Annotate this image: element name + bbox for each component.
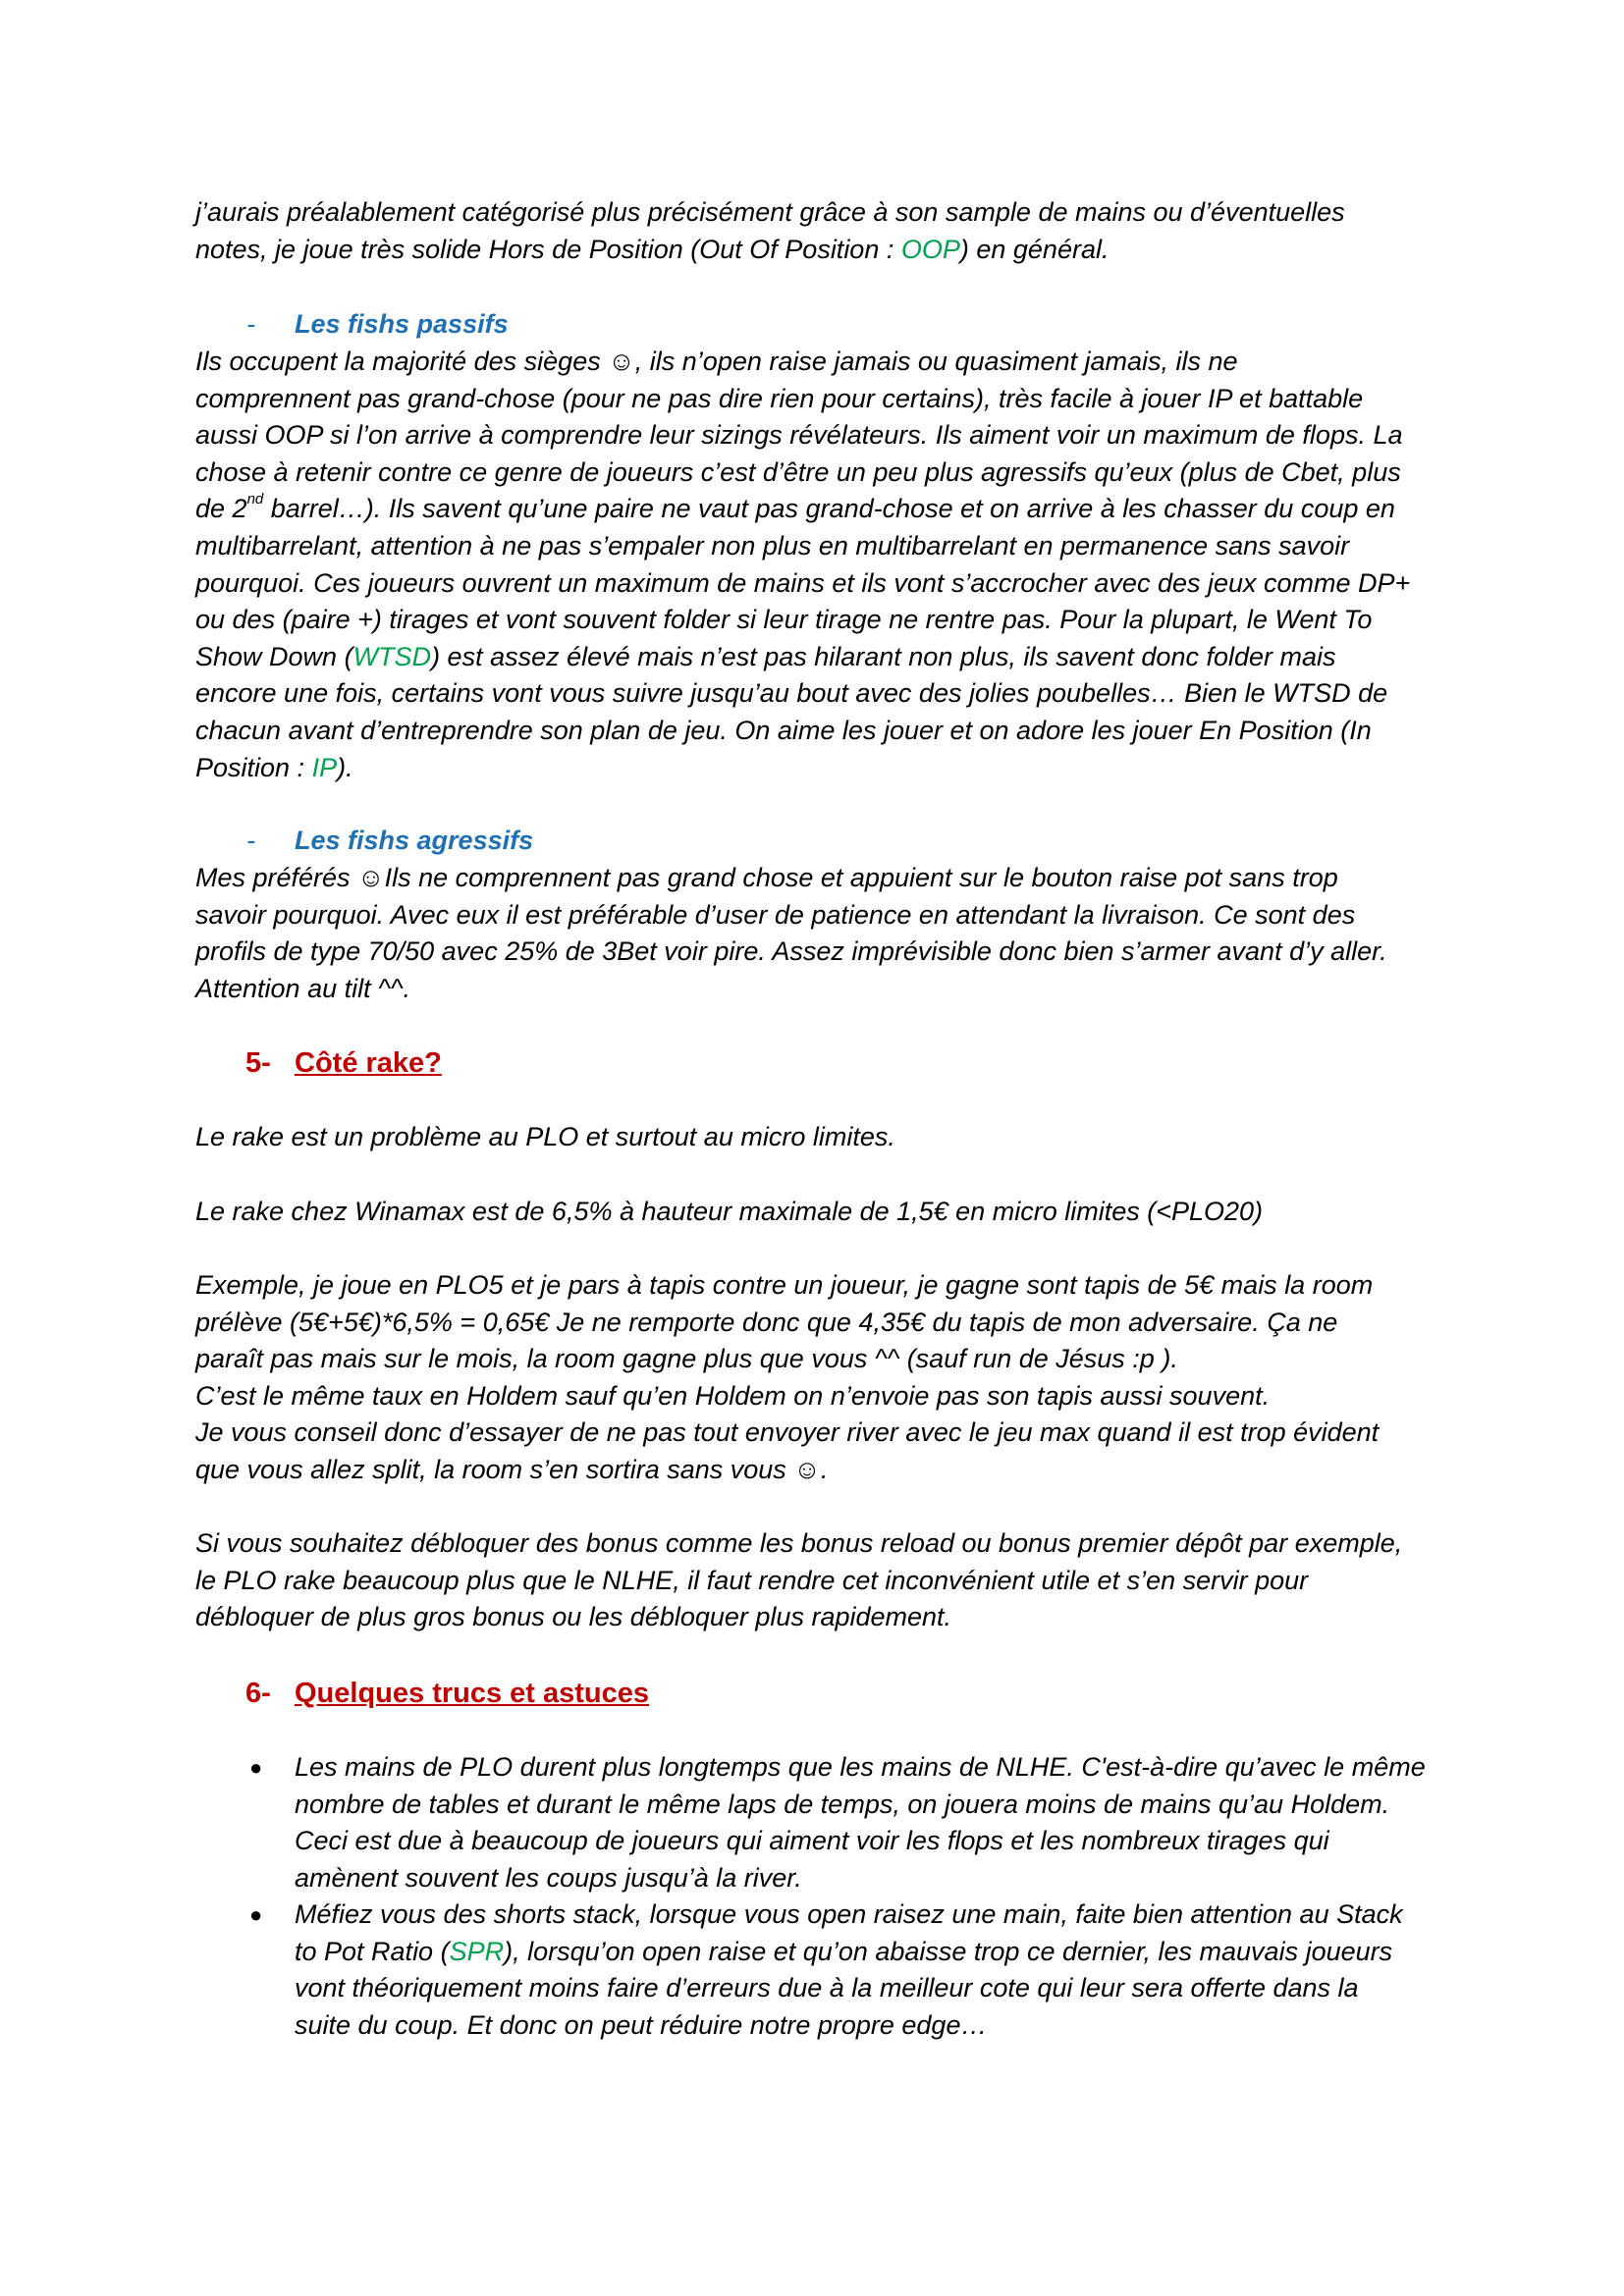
aggressive-paragraph: [195, 860, 1452, 1007]
oop-term: OOP: [900, 234, 960, 264]
section-title-rake: Côté rake?: [295, 1047, 442, 1079]
subheading-aggressive-fish: Les fishs agressifs: [295, 826, 534, 855]
text-line: Ceci est due à beaucoup de joueurs qui aiment voir les flops et les nombreux tirages qui: [295, 1826, 1329, 1856]
text-line: j’aurais préalablement catégorisé plus précisément grâce à son sample de mains ou d’éventuelles: [195, 197, 1345, 227]
text-line: Mes préférés ☺Ils ne comprennent pas grand chose et appuient sur le bouton raise pot sans trop: [195, 863, 1338, 892]
section-number: 5-: [245, 1047, 271, 1079]
rake-paragraph-1: [195, 1119, 1452, 1156]
text-line: pourquoi. Ces joueurs ouvrent un maximum de mains et ils vont s’accrocher avec des jeux comme DP+: [195, 567, 1411, 598]
text-line: débloquer de plus gros bonus ou les débloquer plus rapidement.: [195, 1602, 952, 1632]
tip-bullet-2: [295, 1896, 1453, 2044]
text-line: que vous allez split, la room s’en sortira sans vous ☺.: [195, 1454, 829, 1484]
spr-term: SPR: [449, 1936, 505, 1966]
text-line: prélève (5€+5€)*6,5% = 0,65€ Je ne remporte donc que 4,35€ du tapis de mon adversaire. Ça ne: [195, 1307, 1338, 1337]
text-line: multibarrelant, attention à ne pas s’empaler non plus en multibarrelant en permanence sans savoir: [195, 530, 1350, 561]
text-line: ou des (paire +) tirages et vont souvent folder si leur tirage ne rentre pas. Pour la plupart, le Went To: [195, 605, 1373, 635]
text-line: notes, je joue très solide Hors de Position (Out Of Position : OOP) en général.: [195, 234, 1110, 264]
text-line: paraît pas mais sur le mois, la room gagne plus que vous ^^ (sauf run de Jésus :p ).: [195, 1344, 1178, 1374]
text-line: comprennent pas grand-chose (pour ne pas dire rien pour certains), très facile à jouer IP et battable: [195, 383, 1364, 413]
intro-paragraph: [195, 194, 1452, 268]
text-line: Le rake est un problème au PLO et surtout au micro limites.: [195, 1122, 895, 1151]
superscript: nd: [246, 491, 264, 508]
wtsd-term: WTSD: [352, 641, 432, 671]
passive-paragraph: [195, 344, 1452, 786]
text-line: C’est le même taux en Holdem sauf qu’en Holdem on n’envoie pas son tapis aussi souvent.: [195, 1380, 1271, 1411]
text-line: encore une fois, certains vont vous suivre jusqu’au bout avec des jolies poubelles… Bien le WTSD de: [195, 678, 1388, 709]
bullet-icon: ●: [249, 1902, 263, 1927]
text-line: Attention au tilt ^^.: [195, 973, 410, 1003]
list-dash: -: [246, 309, 255, 339]
text-line: savoir pourquoi. Avec eux il est préférable d’user de patience en attendant la livraison. Ce sont des: [195, 899, 1356, 930]
list-dash: -: [246, 826, 255, 855]
bullet-icon: ●: [249, 1755, 263, 1780]
text-line: Si vous souhaitez débloquer des bonus comme les bonus reload ou bonus premier dépôt par exemple,: [195, 1528, 1403, 1558]
text-line: suite du coup. Et donc on peut réduire notre propre edge…: [295, 2009, 988, 2040]
section-title-tips: Quelques trucs et astuces: [295, 1678, 650, 1709]
text-line: Je vous conseil donc d’essayer de ne pas tout envoyer river avec le jeu max quand il est trop évident: [195, 1417, 1380, 1448]
text-line: Le rake chez Winamax est de 6,5% à hauteur maximale de 1,5€ en micro limites (<PLO20): [195, 1197, 1264, 1226]
text-line: le PLO rake beaucoup plus que le NLHE, il faut rendre cet inconvénient utile et s’en servir pour: [195, 1565, 1309, 1595]
ip-term: IP: [311, 752, 338, 782]
text-line: Show Down (WTSD) est assez élevé mais n’est pas hilarant non plus, ils savent donc folder mais: [195, 641, 1336, 671]
rake-example-paragraph: [195, 1267, 1452, 1489]
text-line: chacun avant d’entreprendre son plan de jeu. On aime les jouer et on adore les jouer En Position (In: [195, 715, 1372, 745]
text-line: vont théoriquement moins faire d’erreurs due à la meilleur cote qui leur sera offerte dans la: [295, 1973, 1359, 2003]
text-line: chose à retenir contre ce genre de joueurs c’est d’être un peu plus agressifs qu’eux (plus de Cbet, plus: [195, 456, 1401, 487]
subheading-passive-fish: Les fishs passifs: [295, 309, 509, 339]
text-line: profils de type 70/50 avec 25% de 3Bet voir pire. Assez imprévisible donc bien s’armer avant d’y aller.: [195, 936, 1387, 967]
text-line: Position : IP).: [195, 752, 353, 782]
text-line: Exemple, je joue en PLO5 et je pars à tapis contre un joueur, je gagne sont tapis de 5€ mais la room: [195, 1270, 1374, 1300]
rake-paragraph-2: [195, 1194, 1452, 1231]
section-number: 6-: [245, 1678, 271, 1709]
text-line: Les mains de PLO durent plus longtemps que les mains de NLHE. C'est-à-dire qu’avec le même: [295, 1752, 1426, 1782]
rake-bonus-paragraph: [195, 1525, 1452, 1636]
text-line: nombre de tables et durant le même laps de temps, on jouera moins de mains qu’au Holdem.: [295, 1789, 1390, 1819]
text-line: aussi OOP si l’on arrive à comprendre leur sizings révélateurs. Ils aiment voir un maximum de flops. La: [195, 420, 1403, 451]
text-line: amènent souvent les coups jusqu’à la river.: [295, 1862, 802, 1893]
text-line: to Pot Ratio (SPR), lorsqu’on open raise et qu’on abaisse trop ce dernier, les mauvais joueurs: [295, 1936, 1393, 1966]
text-line: de 2nd barrel…). Ils savent qu’une paire ne vaut pas grand-chose et on arrive à les chasser du coup en: [195, 491, 1395, 524]
text-line: Ils occupent la majorité des sièges ☺, ils n’open raise jamais ou quasiment jamais, ils ne: [195, 347, 1238, 376]
tip-bullet-1: [295, 1749, 1453, 1896]
text-line: Méfiez vous des shorts stack, lorsque vous open raisez une main, faite bien attention au Stack: [295, 1899, 1403, 1929]
